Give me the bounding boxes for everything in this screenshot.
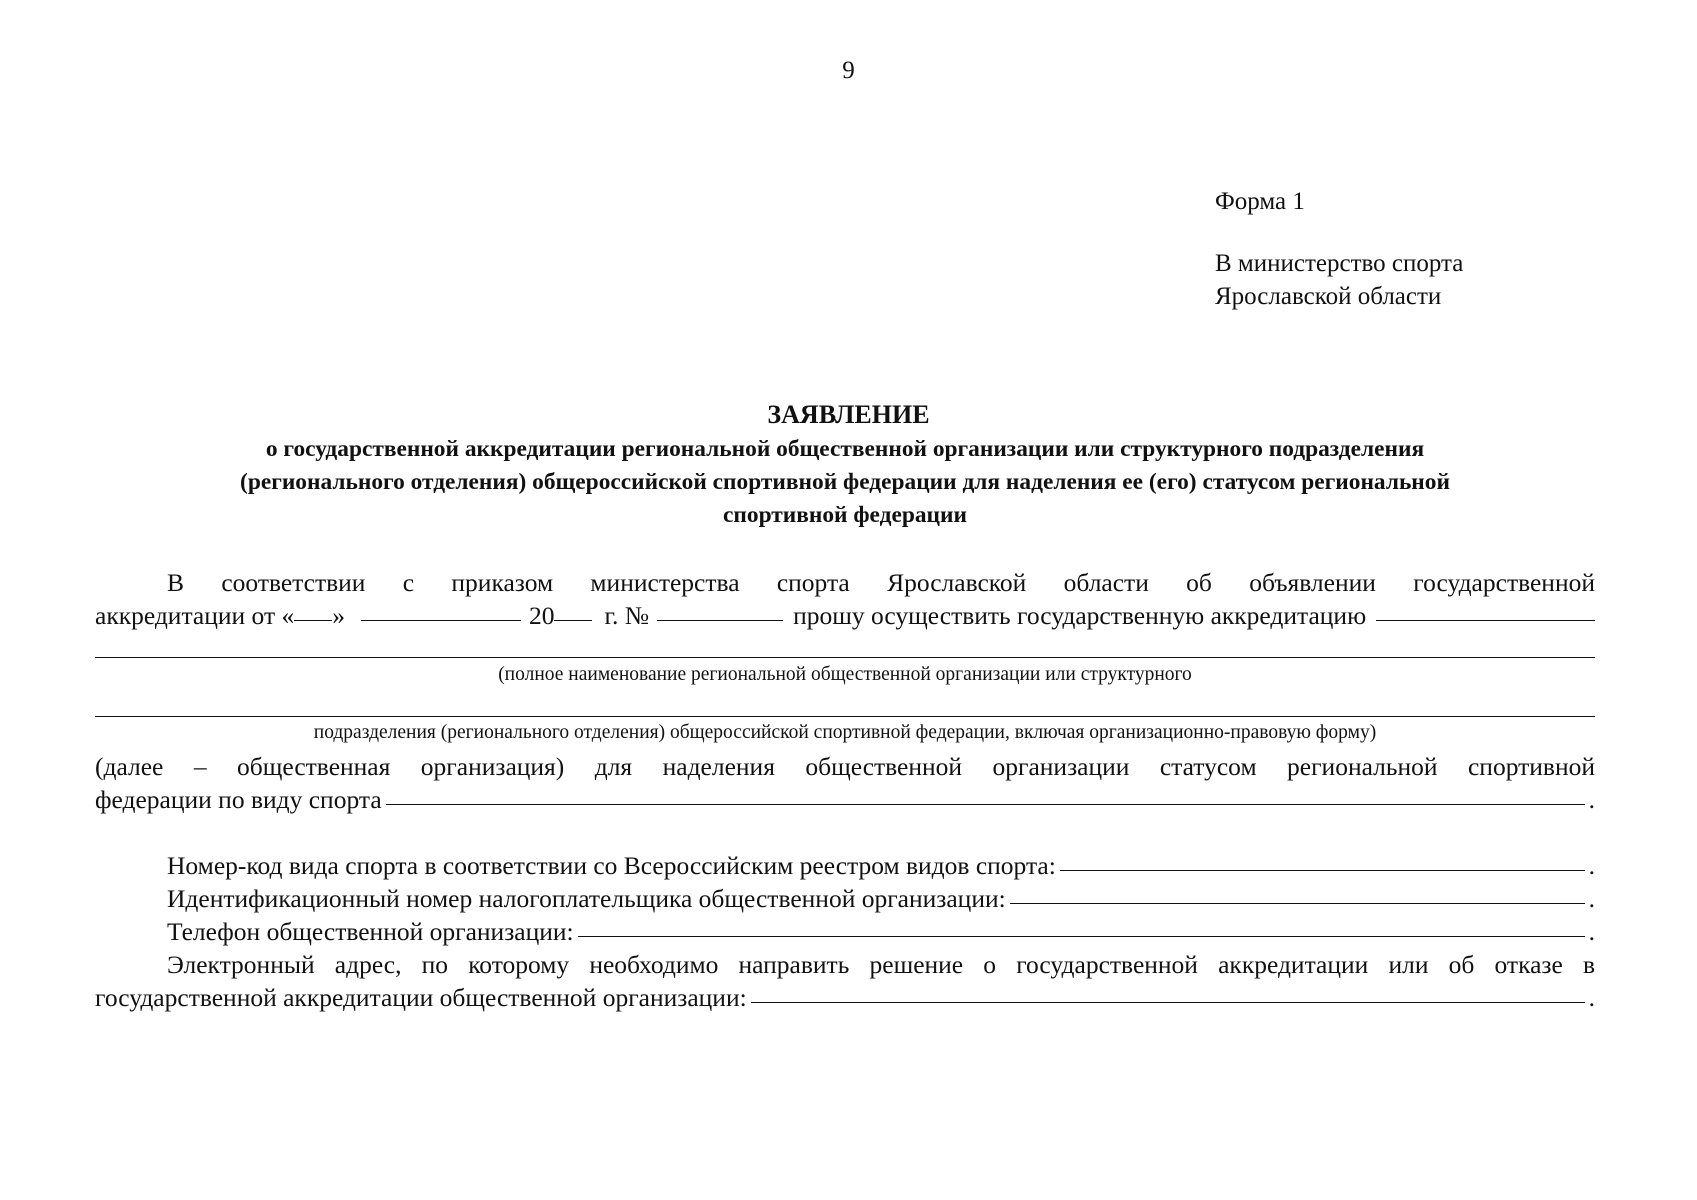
close-quote: » [332, 601, 345, 630]
caption-1: (полное наименование региональной общественной организации или структурного [498, 664, 1192, 685]
page-number: 9 [842, 57, 855, 84]
email-line-1: Электронный адрес, по которому необходимо направить решение о государственной аккредитации или об отказе в [167, 950, 1595, 979]
inn-row [95, 882, 1595, 915]
org-name-line-1[interactable] [95, 657, 1595, 658]
sport-code-blank[interactable] [1060, 870, 1585, 871]
phone-row [95, 915, 1595, 948]
period: . [1588, 785, 1595, 814]
sport-type-label: федерации по виду спорта [95, 785, 382, 814]
email-label: государственной аккредитации общественной организации: [95, 983, 747, 1012]
addressee-line-2: Ярославской области [1215, 283, 1442, 310]
sport-code-row [95, 849, 1595, 882]
accreditation-from-label: аккредитации от « [95, 601, 295, 630]
subtitle-line-2: (регионального отделения) общероссийской спортивной федерации для наделения ее (его) статусом региональной [240, 469, 1450, 495]
subtitle-line-1: о государственной аккредитации региональной общественной организации или структурного подразделения [265, 436, 1425, 462]
para2-line-2 [95, 783, 1595, 816]
para1-line-1: В соответствии с приказом министерства спорта Ярославской области об объявлении государственной [167, 568, 1595, 597]
year-blank[interactable] [554, 620, 592, 621]
org-name-line-2[interactable] [95, 716, 1595, 717]
phone-blank[interactable] [578, 936, 1585, 937]
form-label: Форма 1 [1215, 188, 1305, 215]
document-title: ЗАЯВЛЕНИЕ [767, 400, 930, 429]
period: . [1588, 917, 1595, 946]
month-blank[interactable] [361, 620, 521, 621]
document-subtitle [95, 433, 1595, 532]
request-text: прошу осуществить государственную аккредитацию [793, 601, 1367, 630]
email-row [95, 981, 1595, 1014]
day-blank[interactable] [294, 620, 332, 621]
para2-line-1: (далее – общественная организация) для наделения общественной организации статусом региональной спортивной [95, 752, 1595, 781]
period: . [1588, 884, 1595, 913]
org-name-blank-start[interactable] [1376, 620, 1595, 621]
para1-line-2 [95, 599, 1595, 632]
email-blank[interactable] [751, 1002, 1585, 1003]
period: . [1588, 851, 1595, 880]
period: . [1588, 983, 1595, 1012]
inn-label: Идентификационный номер налогоплательщика общественной организации: [167, 884, 1006, 913]
inn-blank[interactable] [1010, 903, 1585, 904]
caption-2: подразделения (регионального отделения) общероссийской спортивной федерации, включая организационно-правовую форму) [313, 722, 1377, 743]
order-number-blank[interactable] [657, 620, 783, 621]
sport-type-blank[interactable] [386, 804, 1585, 805]
addressee-line-1: В министерство спорта [1215, 250, 1464, 277]
year-prefix: 20 [528, 601, 555, 630]
phone-label: Телефон общественной организации: [167, 917, 574, 946]
subtitle-line-3: спортивной федерации [723, 502, 967, 528]
order-number-label: г. № [604, 601, 650, 630]
sport-code-label: Номер-код вида спорта в соответствии со Всероссийским реестром видов спорта: [167, 851, 1056, 880]
